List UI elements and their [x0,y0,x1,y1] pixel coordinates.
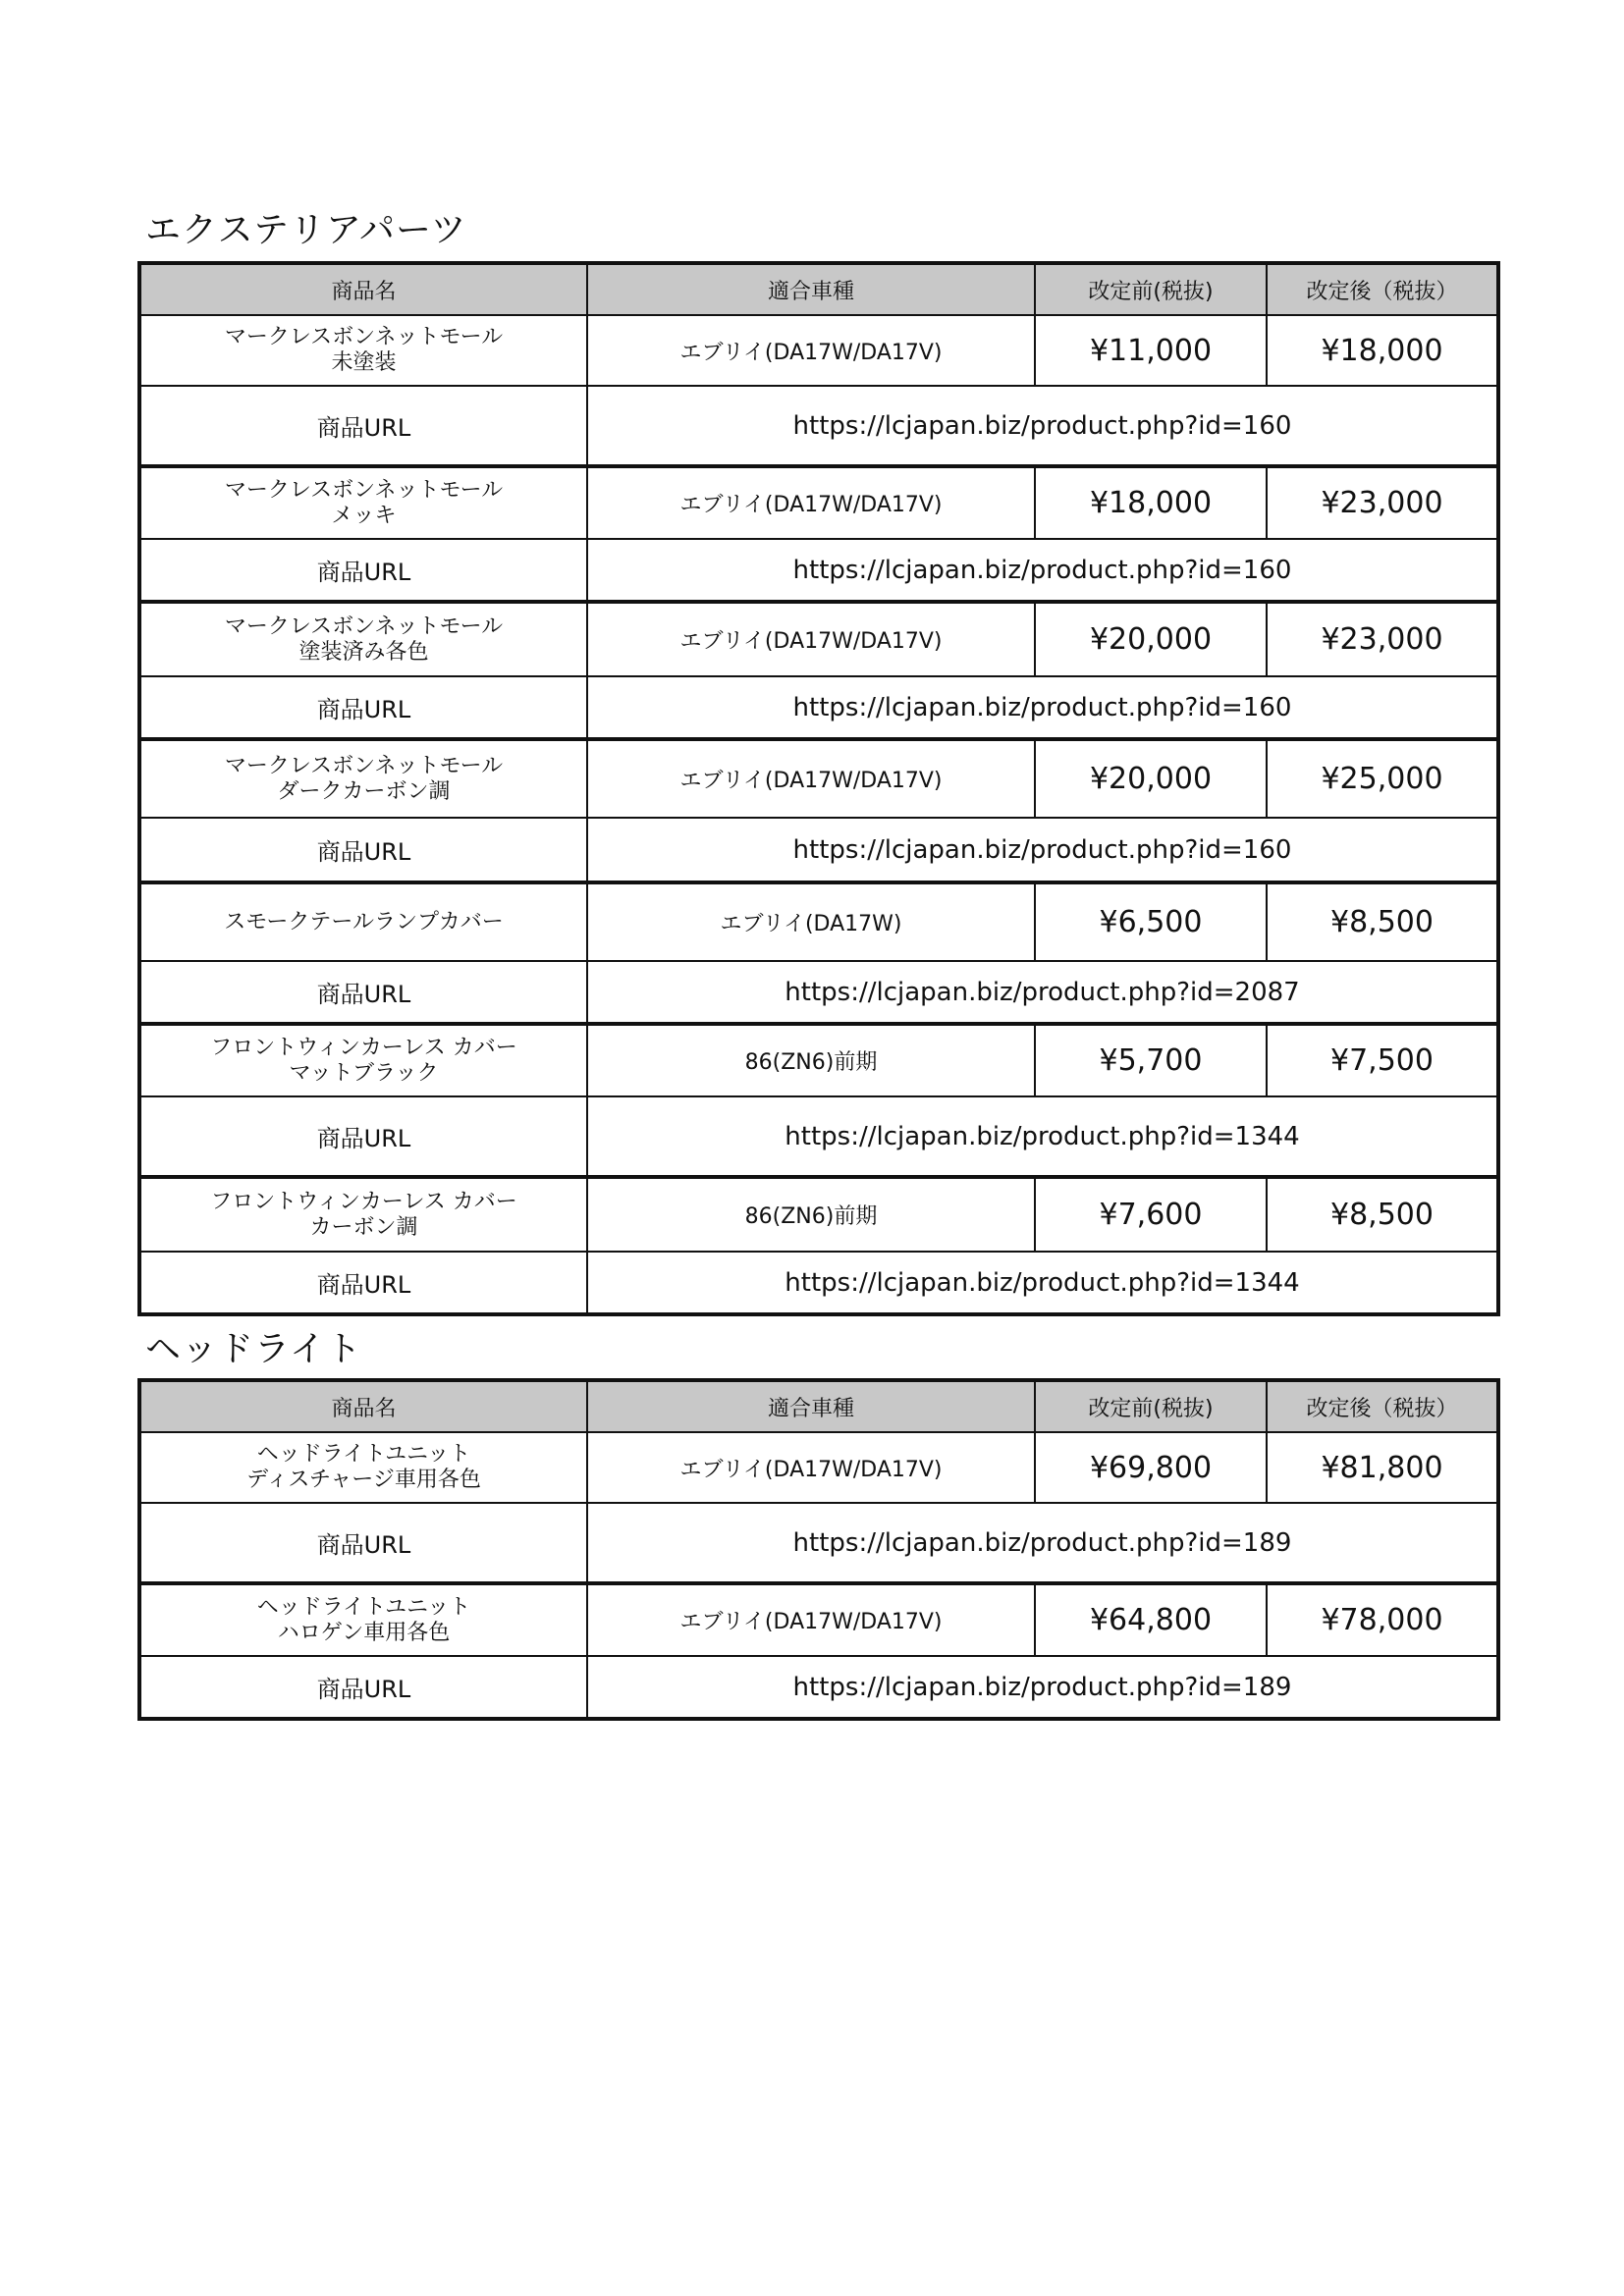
header-compatible-model: 適合車種 [587,263,1035,315]
compatible-model: エブリイ(DA17W) [587,882,1035,961]
url-label: 商品URL [139,539,587,602]
product-name: ヘッドライトユニット ディスチャージ車用各色 [139,1432,587,1503]
product-url-link[interactable]: https://lcjapan.biz/product.php?id=160 [587,676,1498,739]
url-row [139,539,1498,602]
header-compatible-model: 適合車種 [587,1380,1035,1432]
header-price-after: 改定後（税抜） [1267,1380,1498,1432]
price-after: ¥81,800 [1267,1432,1498,1503]
table-row [139,1024,1498,1096]
compatible-model: 86(ZN6)前期 [587,1024,1035,1096]
url-label: 商品URL [139,676,587,739]
table-row [139,739,1498,818]
price-after: ¥78,000 [1267,1583,1498,1656]
product-url-link[interactable]: https://lcjapan.biz/product.php?id=160 [587,386,1498,466]
price-after: ¥8,500 [1267,1177,1498,1252]
price-before: ¥20,000 [1035,739,1267,818]
url-label: 商品URL [139,1252,587,1314]
compatible-model: エブリイ(DA17W/DA17V) [587,739,1035,818]
price-before: ¥6,500 [1035,882,1267,961]
headlight-price-table [137,1378,1500,1721]
section-title-exterior: エクステリアパーツ [145,210,467,250]
url-row [139,1656,1498,1719]
url-label: 商品URL [139,818,587,882]
header-price-after: 改定後（税抜） [1267,263,1498,315]
header-product-name: 商品名 [139,263,587,315]
product-url-link[interactable]: https://lcjapan.biz/product.php?id=160 [587,539,1498,602]
price-before: ¥18,000 [1035,466,1267,539]
price-after: ¥7,500 [1267,1024,1498,1096]
url-row [139,818,1498,882]
price-before: ¥11,000 [1035,315,1267,386]
url-label: 商品URL [139,961,587,1024]
product-url-link[interactable]: https://lcjapan.biz/product.php?id=1344 [587,1252,1498,1314]
table-row [139,882,1498,961]
table-row [139,1583,1498,1656]
section-title-headlight: ヘッドライト [145,1329,362,1369]
product-url-link[interactable]: https://lcjapan.biz/product.php?id=160 [587,818,1498,882]
table-row [139,1177,1498,1252]
table-header-row [139,1380,1498,1432]
url-row [139,386,1498,466]
table-row [139,1432,1498,1503]
price-before: ¥7,600 [1035,1177,1267,1252]
compatible-model: エブリイ(DA17W/DA17V) [587,315,1035,386]
url-row [139,1503,1498,1583]
product-name: マークレスボンネットモール 未塗装 [139,315,587,386]
table-row [139,315,1498,386]
compatible-model: エブリイ(DA17W/DA17V) [587,1432,1035,1503]
url-label: 商品URL [139,386,587,466]
table-row [139,466,1498,539]
product-name: マークレスボンネットモール ダークカーボン調 [139,739,587,818]
header-price-before: 改定前(税抜) [1035,1380,1267,1432]
header-product-name: 商品名 [139,1380,587,1432]
compatible-model: 86(ZN6)前期 [587,1177,1035,1252]
url-label: 商品URL [139,1656,587,1719]
compatible-model: エブリイ(DA17W/DA17V) [587,1583,1035,1656]
price-before: ¥5,700 [1035,1024,1267,1096]
price-after: ¥25,000 [1267,739,1498,818]
product-name: フロントウィンカーレス カバー マットブラック [139,1024,587,1096]
exterior-price-table [137,261,1500,1316]
price-after: ¥23,000 [1267,602,1498,676]
product-name: スモークテールランプカバー [139,882,587,961]
price-before: ¥69,800 [1035,1432,1267,1503]
price-before: ¥64,800 [1035,1583,1267,1656]
url-label: 商品URL [139,1096,587,1177]
product-url-link[interactable]: https://lcjapan.biz/product.php?id=189 [587,1503,1498,1583]
url-row [139,1096,1498,1177]
url-row [139,961,1498,1024]
product-url-link[interactable]: https://lcjapan.biz/product.php?id=2087 [587,961,1498,1024]
product-name: ヘッドライトユニット ハロゲン車用各色 [139,1583,587,1656]
compatible-model: エブリイ(DA17W/DA17V) [587,602,1035,676]
product-url-link[interactable]: https://lcjapan.biz/product.php?id=189 [587,1656,1498,1719]
price-after: ¥8,500 [1267,882,1498,961]
url-row [139,1252,1498,1314]
price-after: ¥18,000 [1267,315,1498,386]
url-row [139,676,1498,739]
price-before: ¥20,000 [1035,602,1267,676]
table-header-row [139,263,1498,315]
product-url-link[interactable]: https://lcjapan.biz/product.php?id=1344 [587,1096,1498,1177]
product-name: マークレスボンネットモール 塗装済み各色 [139,602,587,676]
table-row [139,602,1498,676]
product-name: フロントウィンカーレス カバー カーボン調 [139,1177,587,1252]
product-name: マークレスボンネットモール メッキ [139,466,587,539]
compatible-model: エブリイ(DA17W/DA17V) [587,466,1035,539]
header-price-before: 改定前(税抜) [1035,263,1267,315]
url-label: 商品URL [139,1503,587,1583]
price-after: ¥23,000 [1267,466,1498,539]
